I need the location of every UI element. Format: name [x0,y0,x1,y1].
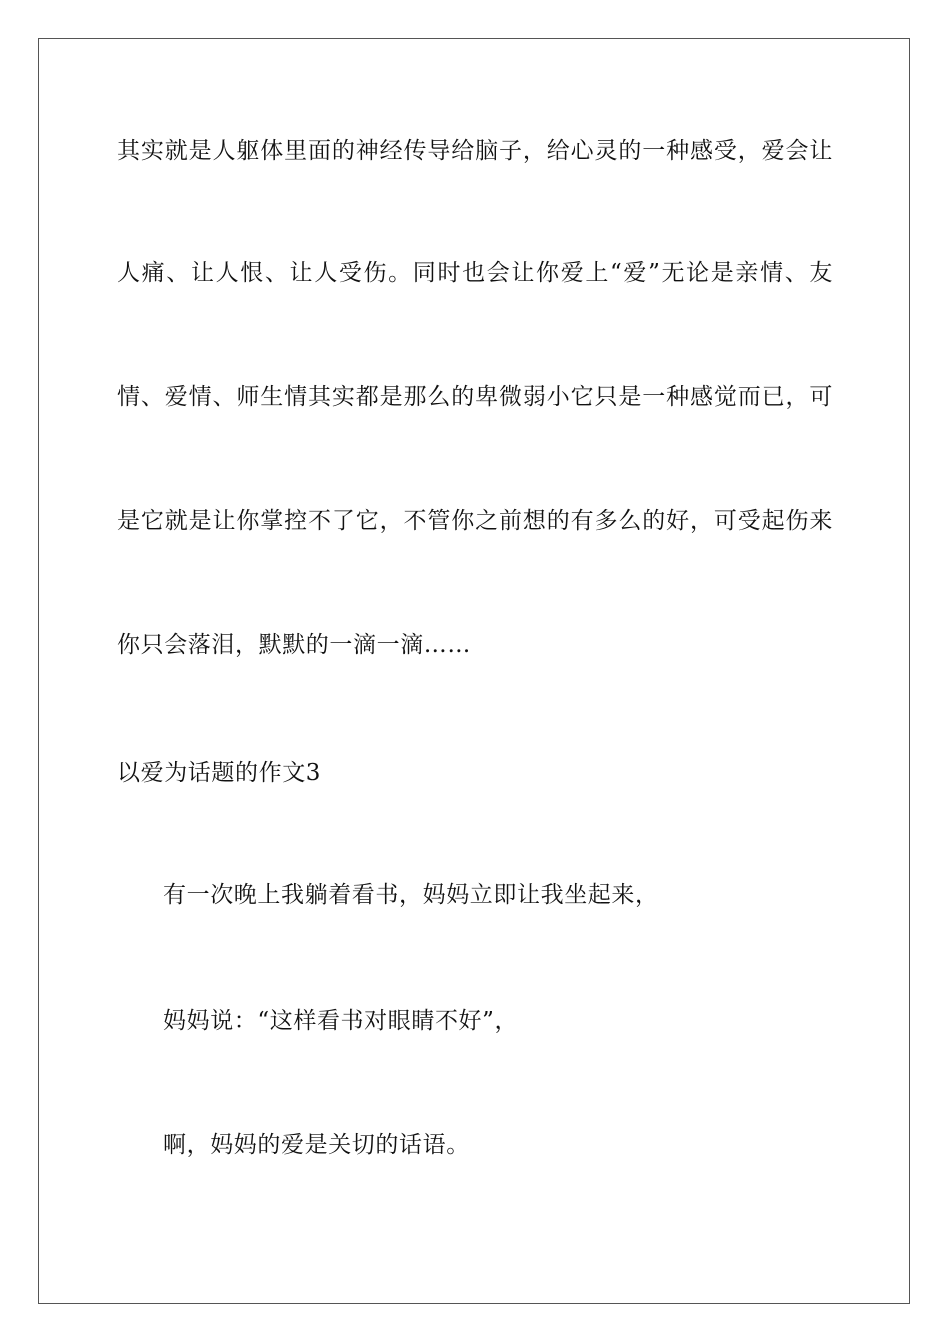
section-heading: 以爱为话题的作文3 [117,760,322,786]
poem-line: 有一次晚上我躺着看书，妈妈立即让我坐起来， [163,882,659,908]
paragraph-line: 你只会落泪，默默的一滴一滴…… [117,632,471,658]
paragraph-line: 是它就是让你掌控不了它，不管你之前想的有多么的好，可受起伤来 [117,508,833,534]
poem-line: 啊，妈妈的爱是关切的话语。 [163,1132,470,1158]
paragraph-line: 情、爱情、师生情其实都是那么的卑微弱小它只是一种感觉而已，可 [117,384,833,410]
poem-line: 妈妈说：“这样看书对眼睛不好”， [163,1008,519,1034]
paragraph-line: 其实就是人躯体里面的神经传导给脑子，给心灵的一种感受，爱会让 [117,138,833,164]
page-border [38,38,910,1304]
paragraph-line: 人痛、让人恨、让人受伤。同时也会让你爱上“爱”无论是亲情、友 [117,260,833,286]
